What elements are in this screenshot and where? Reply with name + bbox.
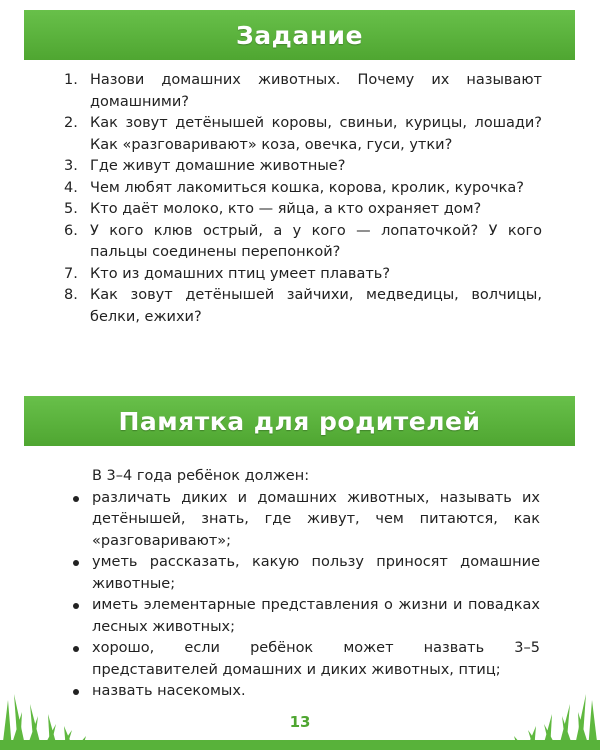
memo-title: Памятка для родителей	[118, 406, 481, 436]
task-number: 7.	[64, 265, 78, 282]
parents-memo-banner	[24, 396, 575, 446]
task-text: Как зовут детёнышей коровы, свиньи, курицы, лошади? Как «разговаривают» коза, овечка, гуси, утки?	[90, 115, 542, 153]
memo-item	[70, 552, 540, 595]
task-item	[64, 113, 542, 156]
parents-memo	[70, 466, 540, 703]
task-item	[64, 264, 542, 286]
memo-text: назвать насекомых.	[92, 683, 246, 699]
task-item	[64, 221, 542, 264]
memo-intro: В 3–4 года ребёнок должен:	[92, 468, 310, 484]
task-number: 2.	[64, 115, 78, 131]
task-banner	[24, 10, 575, 60]
task-text: Где живут домашние животные?	[90, 158, 346, 174]
task-number: 4.	[64, 179, 78, 196]
task-item	[64, 285, 542, 328]
memo-text: различать диких и домашних животных, называть их детёнышей, знать, где живут, чем питаются, как «разговаривают»;	[92, 489, 540, 549]
memo-item	[70, 681, 540, 703]
task-text: У кого клюв острый, а у кого — лопаточкой? У кого пальцы соединены перепонкой?	[90, 222, 542, 260]
memo-list	[70, 488, 540, 703]
task-text: Назови домашних животных. Почему их называют домашними?	[90, 72, 542, 110]
task-text: Кто из домашних птиц умеет плавать?	[90, 265, 391, 282]
bottom-green-bar	[0, 740, 600, 750]
task-item	[64, 156, 542, 178]
task-number: 5.	[64, 201, 78, 217]
memo-text: уметь рассказать, какую пользу приносят домашние животные;	[92, 554, 540, 592]
task-number: 6.	[64, 222, 78, 239]
bullet-icon	[73, 646, 79, 652]
task-text: Кто даёт молоко, кто — яйца, а кто охраняет дом?	[90, 201, 482, 217]
task-number: 8.	[64, 287, 78, 303]
memo-item	[70, 595, 540, 638]
task-number: 1.	[64, 72, 78, 88]
task-item	[64, 178, 542, 200]
bullet-icon	[73, 603, 79, 609]
task-number: 3.	[64, 158, 78, 174]
task-title: Задание	[236, 20, 363, 50]
page-number: 13	[289, 713, 311, 731]
memo-item	[70, 638, 540, 681]
task-item	[64, 199, 542, 221]
memo-text: хорошо, если ребёнок может назвать 3–5 представителей домашних и диких животных, птиц;	[92, 640, 540, 678]
task-item	[64, 70, 542, 113]
task-list	[64, 70, 542, 328]
memo-item	[70, 488, 540, 553]
task-text: Чем любят лакомиться кошка, корова, кролик, курочка?	[90, 179, 524, 196]
task-text: Как зовут детёнышей зайчихи, медведицы, волчицы, белки, ежихи?	[90, 287, 542, 325]
bullet-icon	[73, 496, 79, 502]
bullet-icon	[73, 560, 79, 566]
memo-text: иметь элементарные представления о жизни и повадках лесных животных;	[92, 597, 540, 635]
